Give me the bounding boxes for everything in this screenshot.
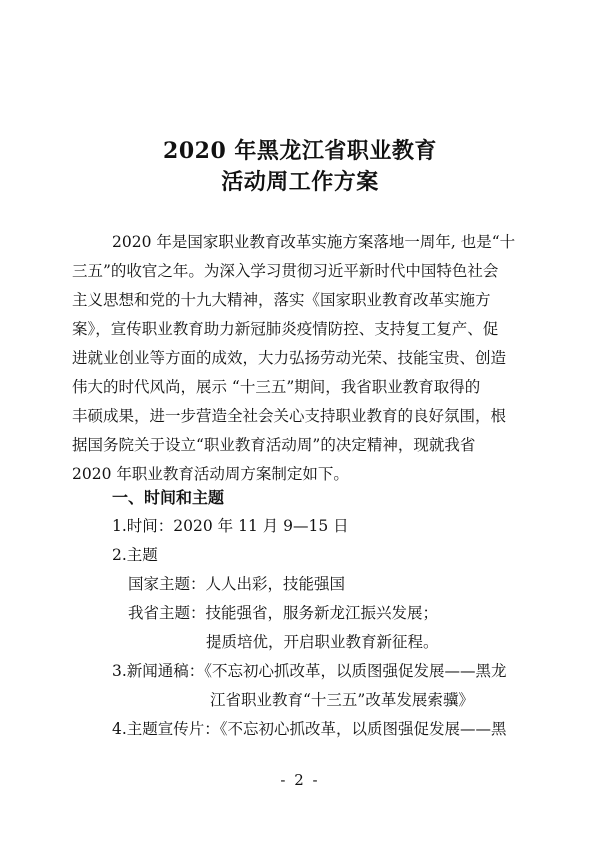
item-news-release-line-1: 3.新闻通稿：《不忘初心抓改革，以质图强促发展——黑龙 xyxy=(112,662,507,680)
item-news-release-line-2: 江省职业教育“十三五”改革发展索骥》 xyxy=(210,691,474,709)
document-title-line-1: 2020 年黑龙江省职业教育 xyxy=(163,138,437,164)
intro-line: 进就业创业等方面的成效，大力弘扬劳动光荣、技能宝贵、创造 xyxy=(72,349,507,367)
section-heading-time-and-theme: 一、时间和主题 xyxy=(112,488,225,507)
national-theme: 国家主题：人人出彩，技能强国 xyxy=(128,575,346,593)
item-theme: 2.主题 xyxy=(112,546,158,564)
intro-line: 据国务院关于设立“职业教育活动周”的决定精神，现就我省 xyxy=(72,436,476,454)
province-theme-line-1: 我省主题：技能强省，服务新龙江振兴发展； xyxy=(128,604,439,622)
intro-line: 案》，宣传职业教育助力新冠肺炎疫情防控、支持复工复产、促 xyxy=(72,320,499,338)
intro-line: 三五”的收官之年。为深入学习贯彻习近平新时代中国特色社会 xyxy=(72,262,499,280)
intro-line: 伟大的时代风尚，展示 “十三五”期间，我省职业教育取得的 xyxy=(72,378,481,396)
intro-line: 主义思想和党的十九大精神，落实《国家职业教育改革实施方 xyxy=(72,291,491,309)
intro-line: 2020 年职业教育活动周方案制定如下。 xyxy=(72,465,349,483)
province-theme-line-2: 提质培优，开启职业教育新征程。 xyxy=(206,633,439,651)
page-number: - 2 - xyxy=(280,771,320,789)
document-title-line-2: 活动周工作方案 xyxy=(221,169,379,195)
intro-line: 2020 年是国家职业教育改革实施方案落地一周年, 也是“十 xyxy=(112,233,516,251)
item-promo-film-line-1: 4.主题宣传片：《不忘初心抓改革，以质图强促发展——黑 xyxy=(112,720,507,738)
item-time: 1.时间：2020 年 11 月 9—15 日 xyxy=(112,517,349,535)
intro-paragraph xyxy=(72,228,528,489)
intro-line: 丰硕成果，进一步营造全社会关心支持职业教育的良好氛围，根 xyxy=(72,407,507,425)
